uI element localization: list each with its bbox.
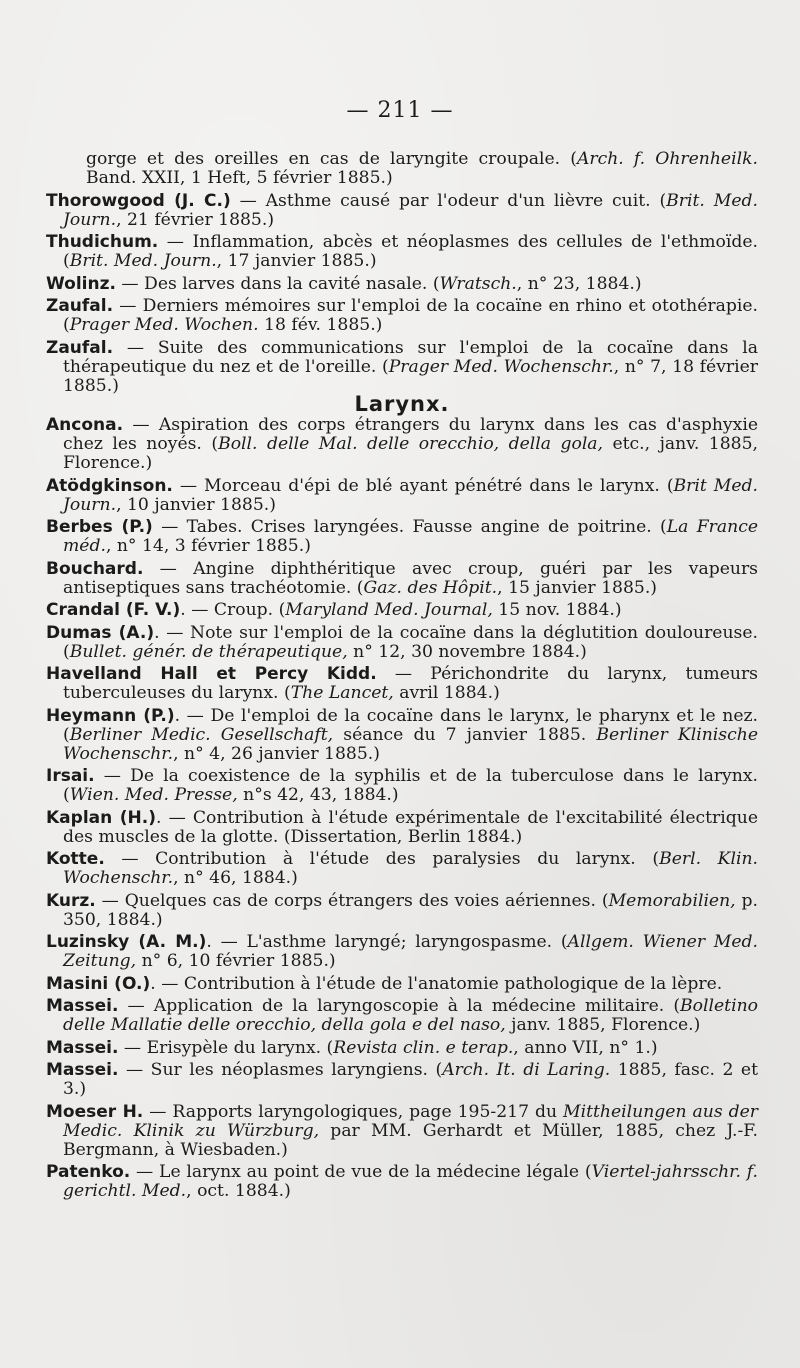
entry-reference: Arch. It. di Laring. bbox=[442, 1060, 611, 1080]
bibliography-entry bbox=[46, 297, 758, 335]
entry-tail: n° 12, 30 novembre 1884.) bbox=[347, 641, 587, 662]
bibliography-entry bbox=[46, 275, 758, 294]
bibliography-entry bbox=[46, 416, 758, 473]
bibliography-entry bbox=[46, 518, 758, 556]
entry-tail: etc., janv. 1885, Florence.) bbox=[63, 434, 758, 473]
entry-text: . — L'asthme laryngé; laryngospasme. ( bbox=[206, 932, 568, 952]
entry-reference: Arch. f. Ohrenheilk. bbox=[576, 149, 758, 169]
bibliography-entry bbox=[46, 892, 758, 930]
bibliography-entries bbox=[46, 150, 758, 1205]
entry-text: — Sur les néoplasmes laryngiens. ( bbox=[118, 1060, 443, 1080]
entry-text: gorge et des oreilles en cas de laryngite croupale. ( bbox=[86, 149, 577, 169]
entry-author: Moeser H. bbox=[46, 1101, 144, 1122]
bibliography-entry bbox=[46, 850, 758, 888]
entry-reference: Brit. Med. Journ. bbox=[63, 190, 758, 230]
entry-author: Masini (O.) bbox=[46, 973, 151, 994]
entry-text: — Le larynx au point de vue de la médecine légale ( bbox=[130, 1162, 592, 1182]
entry-text: . — Croup. ( bbox=[180, 600, 286, 620]
entry-tail: , n° 4, 26 janvier 1885.) bbox=[173, 743, 380, 764]
bibliography-entry bbox=[46, 1163, 758, 1201]
entry-author: Irsai. bbox=[46, 766, 95, 786]
bibliography-entry bbox=[46, 1061, 758, 1099]
bibliography-entry bbox=[46, 477, 758, 515]
entry-text: — Derniers mémoires sur l'emploi de la cocaïne en rhino et otothérapie. ( bbox=[63, 296, 758, 335]
entry-reference: Memorabilien, bbox=[608, 890, 736, 911]
entry-tail: , 21 février 1885.) bbox=[116, 209, 275, 230]
entry-text: — Erisypèle du larynx. ( bbox=[118, 1037, 334, 1058]
entry-tail: , 10 janvier 1885.) bbox=[116, 494, 276, 515]
entry-reference: Berliner Medic. Gesellschaft, bbox=[69, 724, 334, 745]
entry-reference: Revista clin. e terap. bbox=[333, 1037, 514, 1058]
entry-reference: La France méd. bbox=[63, 517, 759, 556]
entry-tail: , n° 46, 1884.) bbox=[173, 868, 298, 888]
entry-text: — Périchondrite du larynx, tumeurs tuberculeuses du larynx. ( bbox=[63, 664, 758, 703]
entries-before-section bbox=[46, 150, 758, 396]
entry-author: Heymann (P.) bbox=[46, 705, 175, 726]
entry-author: Massei. bbox=[46, 996, 119, 1016]
entry-text: — Suite des communications sur l'emploi de la cocaïne dans la thérapeutique du nez et de l'oreille. ( bbox=[63, 337, 758, 377]
bibliography-entry bbox=[46, 767, 758, 805]
entry-text: — Application de la laryngoscopie à la médecine militaire. ( bbox=[118, 996, 681, 1016]
entry-text: — Morceau d'épi de blé ayant pénétré dans le larynx. ( bbox=[172, 475, 674, 496]
entry-author: Berbes (P.) bbox=[46, 517, 153, 537]
entry-text: — De la coexistence de la syphilis et de la tuberculose dans le larynx. ( bbox=[63, 766, 758, 805]
entry-reference: Maryland Med. Journal, bbox=[285, 600, 493, 620]
entry-tail: n° 6, 10 février 1885.) bbox=[136, 951, 336, 971]
entry-tail: n°s 42, 43, 1884.) bbox=[237, 785, 399, 805]
entry-author: Kurz. bbox=[46, 890, 96, 911]
entry-author: Zaufal. bbox=[46, 337, 114, 358]
entry-author: Dumas (A.) bbox=[46, 622, 155, 643]
bibliography-entry bbox=[46, 809, 758, 847]
entry-text: — Rapports laryngologiques, page 195-217 du bbox=[143, 1101, 564, 1122]
entry-tail: par MM. Gerhardt et Müller, 1885, chez J.-F. Bergmann, à Wiesbaden.) bbox=[63, 1120, 758, 1160]
entry-text: — Angine diphthéritique avec croup, guéri par les vapeurs antiseptiques sans trachéotomie. ( bbox=[63, 558, 758, 598]
entry-author: Massei. bbox=[46, 1060, 119, 1080]
entry-reference: Wratsch. bbox=[439, 273, 517, 294]
entry-tail: Band. XXII, 1 Heft, 5 février 1885.) bbox=[86, 168, 393, 188]
entry-author: Massei. bbox=[46, 1037, 119, 1058]
entry-tail: , oct. 1884.) bbox=[186, 1181, 291, 1201]
entry-author: Zaufal. bbox=[46, 296, 114, 316]
entry-reference: Prager Med. Wochenschr. bbox=[388, 356, 614, 377]
bibliography-entry bbox=[46, 997, 758, 1035]
entry-author: Thudichum. bbox=[46, 232, 159, 252]
entry-author: Ancona. bbox=[46, 415, 124, 435]
bibliography-entry bbox=[46, 933, 758, 971]
entry-text: . — Contribution à l'étude de l'anatomie pathologique de la lèpre. bbox=[150, 973, 723, 994]
entry-tail: p. 350, 1884.) bbox=[63, 890, 758, 930]
entry-text: . — Note sur l'emploi de la cocaïne dans la déglutition douloureuse. ( bbox=[63, 622, 758, 662]
entry-author: Bouchard. bbox=[46, 558, 144, 579]
bibliography-entry bbox=[46, 150, 758, 188]
entry-tail: janv. 1885, Florence.) bbox=[505, 1015, 701, 1035]
entry-author: Patenko. bbox=[46, 1162, 131, 1182]
entry-text: — Inflammation, abcès et néoplasmes des cellules de l'ethmoïde. ( bbox=[63, 232, 758, 271]
entry-text: . — Contribution à l'étude expérimentale de l'excitabilité électrique des muscles de la glotte. (Dissertation, Berlin 1884.) bbox=[63, 807, 759, 847]
bibliography-entry bbox=[46, 339, 758, 396]
entry-reference: Bolletino delle Mallatie delle orecchio, della gola e del naso, bbox=[63, 996, 758, 1035]
bibliography-entry bbox=[46, 233, 758, 271]
entry-tail: , n° 7, 18 février 1885.) bbox=[63, 356, 759, 396]
entries-after-section bbox=[46, 416, 758, 1201]
entry-reference: Berl. Klin. Wochenschr. bbox=[63, 849, 758, 888]
entry-reference: Gaz. des Hôpit. bbox=[363, 577, 498, 598]
bibliography-entry bbox=[46, 560, 758, 598]
entry-text: — Aspiration des corps étrangers du larynx dans les cas d'asphyxie chez les noyés. ( bbox=[63, 415, 758, 454]
entry-author: Havelland Hall et Percy Kidd. bbox=[46, 664, 377, 684]
page-number: — 211 — bbox=[346, 98, 454, 123]
entry-reference: Brit Med. Journ. bbox=[63, 475, 758, 515]
entry-reference: Allgem. Wiener Med. Zeitung, bbox=[63, 932, 758, 971]
bibliography-entry bbox=[46, 707, 758, 764]
bibliography-entry bbox=[46, 601, 758, 620]
bibliography-entry bbox=[46, 1039, 758, 1058]
bibliography-entry bbox=[46, 624, 758, 662]
entry-reference: Wien. Med. Presse, bbox=[69, 785, 238, 805]
entry-tail: 1885, fasc. 2 et 3.) bbox=[63, 1060, 759, 1099]
entry-author: Kotte. bbox=[46, 849, 105, 869]
entry-reference: Boll. delle Mal. delle orecchio, della gola, bbox=[218, 434, 604, 454]
entry-tail: 15 nov. 1884.) bbox=[492, 600, 622, 620]
section-heading: Larynx. bbox=[354, 392, 450, 416]
entry-tail: , n° 23, 1884.) bbox=[516, 273, 642, 294]
entry-text: . — De l'emploi de la cocaïne dans le larynx, le pharynx et le nez. ( bbox=[63, 705, 759, 745]
entry-text: — Contribution à l'étude des paralysies du larynx. ( bbox=[104, 849, 660, 869]
entry-author: Luzinsky (A. M.) bbox=[46, 932, 207, 952]
entry-reference: Mittheilungen aus der Medic. Klinik zu Würzburg, bbox=[63, 1101, 759, 1141]
entry-tail: 18 fév. 1885.) bbox=[258, 315, 383, 335]
entry-tail: avril 1884.) bbox=[393, 683, 500, 703]
entry-text: — Asthme causé par l'odeur d'un lièvre cuit. ( bbox=[230, 190, 667, 211]
entry-tail: , 15 janvier 1885.) bbox=[497, 577, 658, 598]
entry-author: Wolinz. bbox=[46, 273, 116, 294]
entry-author: Thorowgood (J. C.) bbox=[46, 190, 231, 211]
entry-tail: , n° 14, 3 février 1885.) bbox=[105, 536, 311, 556]
bibliography-entry bbox=[46, 1103, 758, 1160]
entry-tail: , 17 janvier 1885.) bbox=[216, 251, 377, 271]
bibliography-entry bbox=[46, 665, 758, 703]
entry-text: — Des larves dans la cavité nasale. ( bbox=[115, 273, 440, 294]
entry-text: — Quelques cas de corps étrangers des voies aériennes. ( bbox=[95, 890, 609, 911]
entry-author: Crandal (F. V.) bbox=[46, 600, 181, 620]
entry-author: Kaplan (H.) bbox=[46, 807, 157, 828]
entry-reference: Brit. Med. Journ. bbox=[69, 251, 217, 271]
entry-reference: Berliner Klinische Wochenschr. bbox=[63, 724, 758, 764]
entry-reference: Viertel-jahrsschr. f. gerichtl. Med. bbox=[63, 1162, 758, 1201]
entry-reference: Bullet. génér. de thérapeutique, bbox=[69, 641, 348, 662]
entry-tail: séance du 7 janvier 1885. bbox=[333, 724, 597, 745]
entry-author: Atödgkinson. bbox=[46, 475, 173, 496]
entry-tail: , anno VII, n° 1.) bbox=[513, 1037, 658, 1058]
entry-reference: Prager Med. Wochen. bbox=[69, 315, 259, 335]
bibliography-entry bbox=[46, 192, 758, 230]
bibliography-entry bbox=[46, 975, 758, 994]
entry-text: — Tabes. Crises laryngées. Fausse angine de poitrine. ( bbox=[152, 517, 667, 537]
entry-reference: The Lancet, bbox=[290, 683, 394, 703]
